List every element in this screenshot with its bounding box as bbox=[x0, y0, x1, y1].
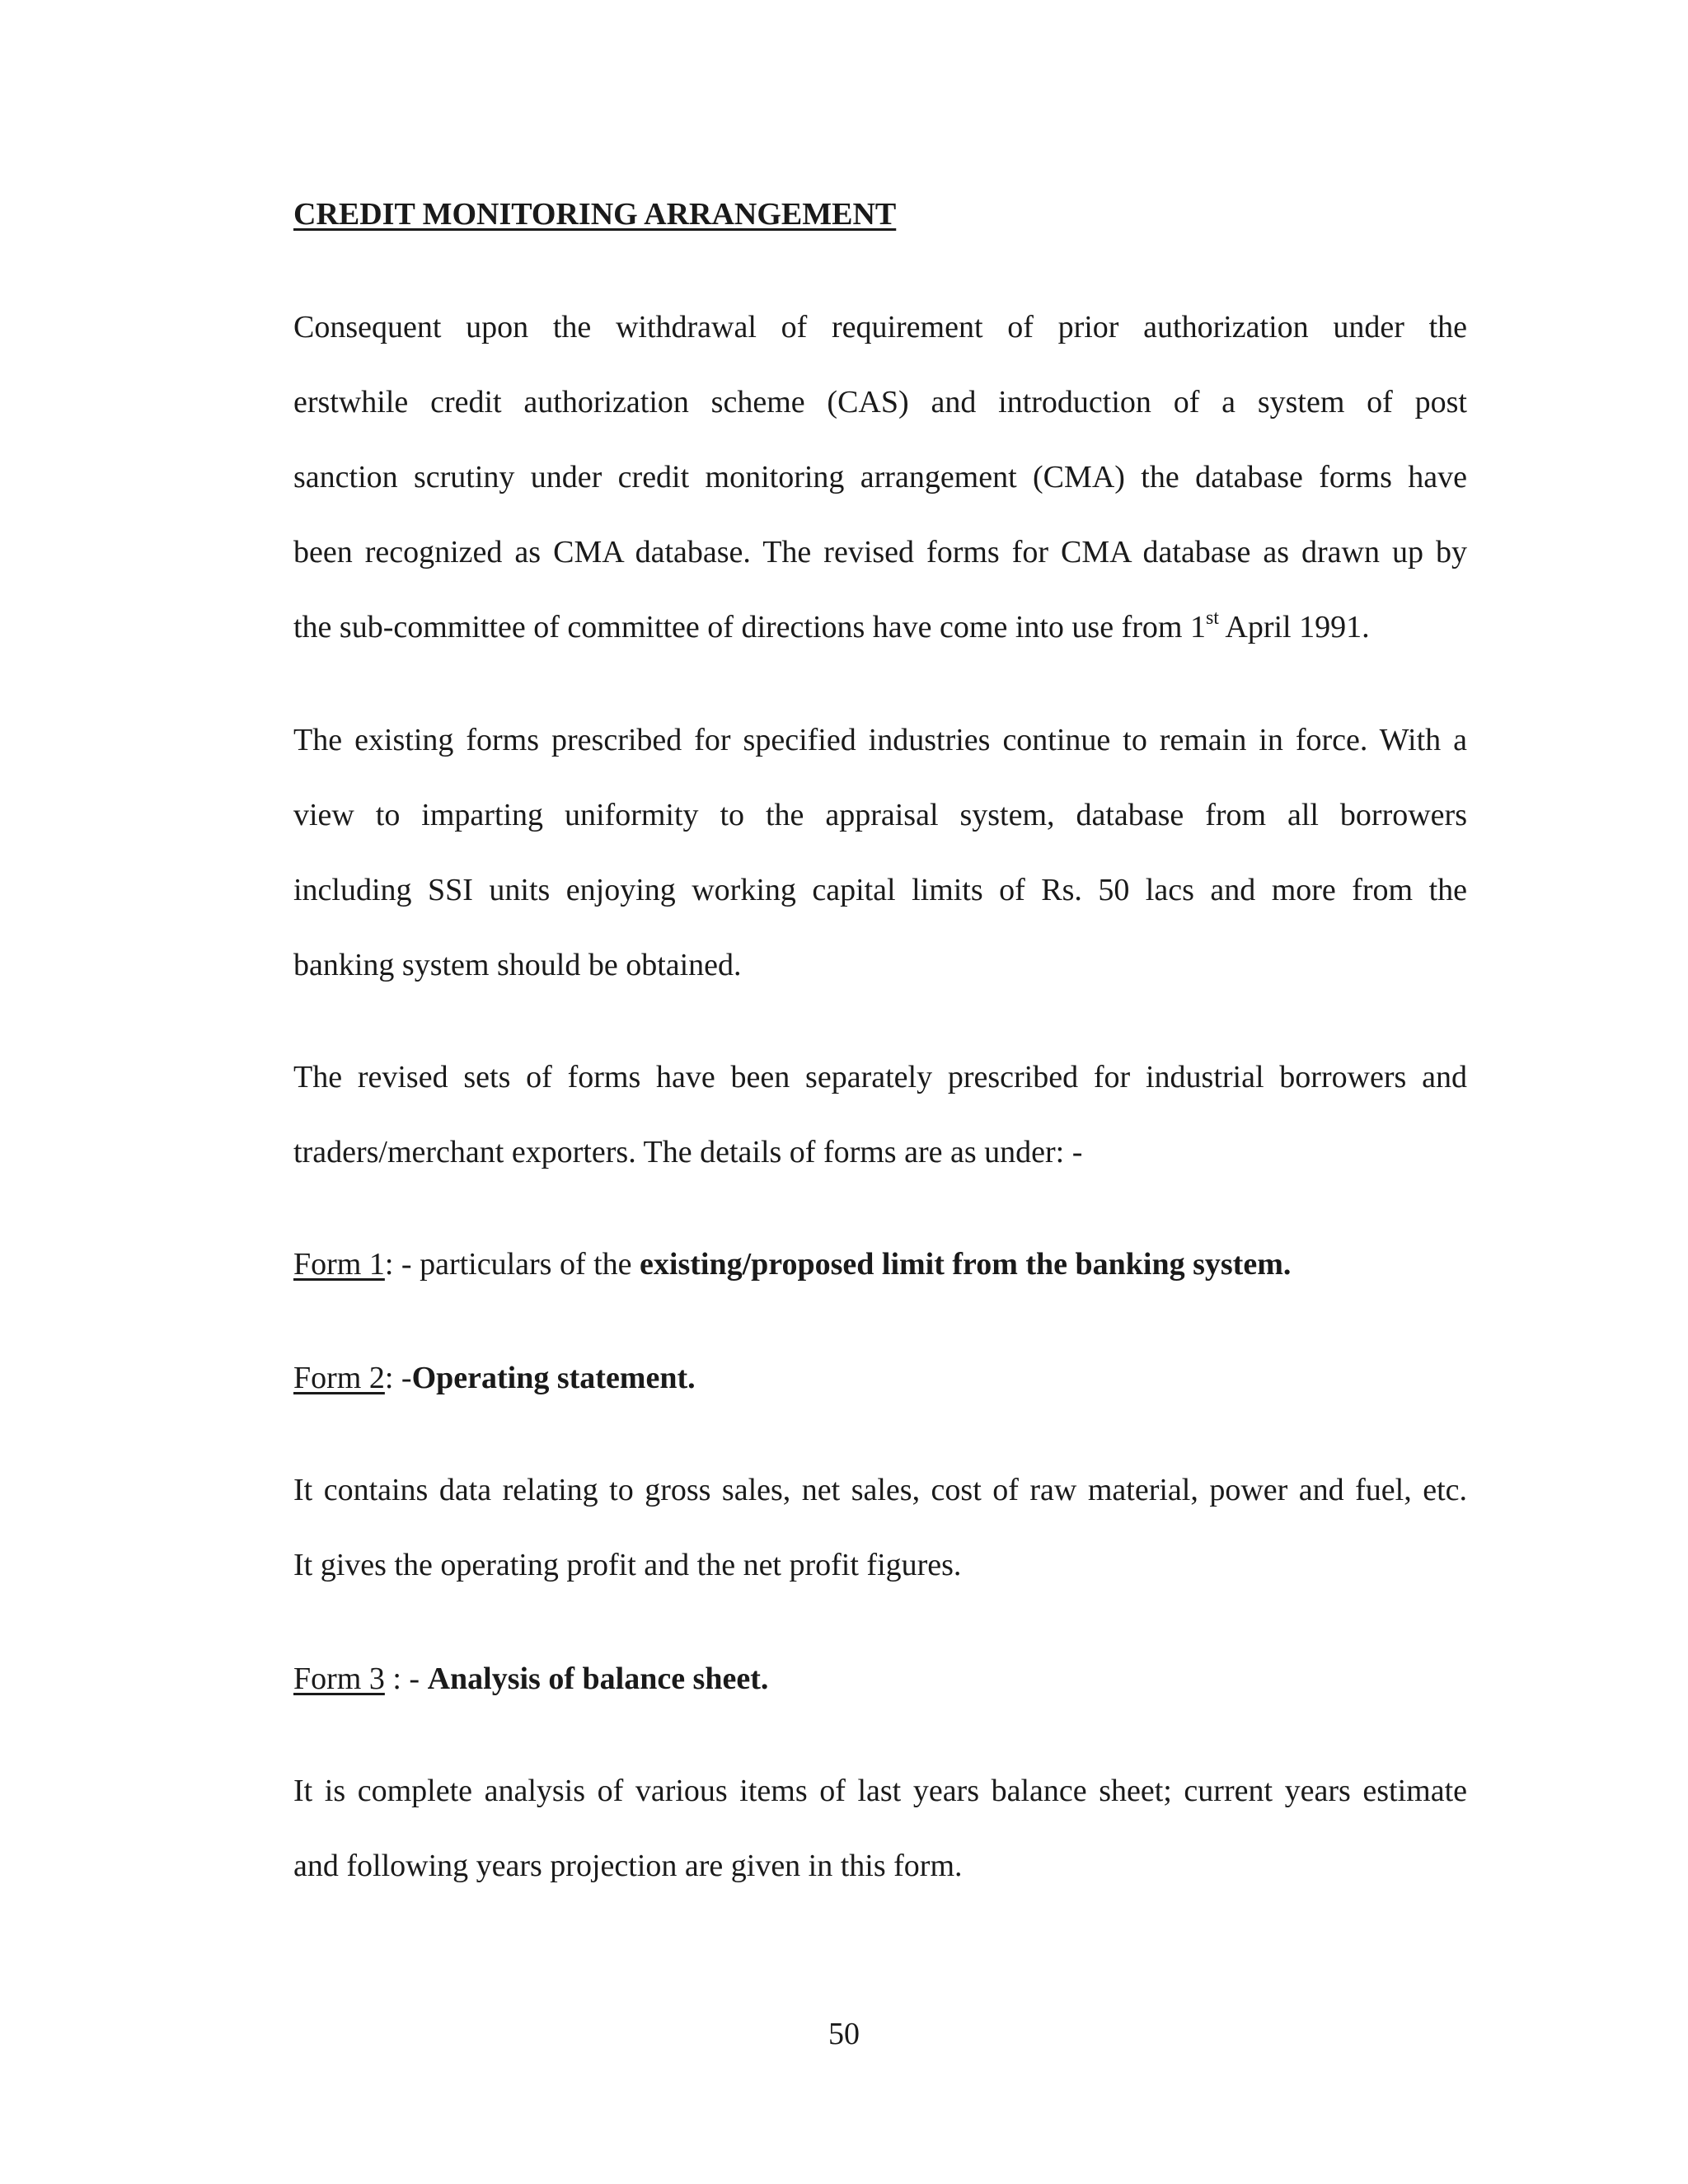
text-line: been recognized as CMA database. The revised forms for CMA database as drawn up by bbox=[293, 535, 1467, 569]
text-segment: April 1991. bbox=[1218, 610, 1370, 644]
form-title: Operating statement. bbox=[411, 1361, 696, 1395]
text-line: It contains data relating to gross sales, net sales, cost of raw material, power and fuel, etc. bbox=[293, 1473, 1467, 1507]
form-title: existing/proposed limit from the banking system. bbox=[640, 1247, 1292, 1282]
form-3-description bbox=[293, 1661, 768, 1697]
form-title: Analysis of balance sheet. bbox=[427, 1661, 769, 1696]
form-2-description bbox=[293, 1360, 696, 1396]
ordinal-suffix: st bbox=[1205, 607, 1219, 629]
form-1-description bbox=[293, 1246, 1291, 1282]
text-line: including SSI units enjoying working capital limits of Rs. 50 lacs and more from the bbox=[293, 873, 1467, 907]
form-separator: : - particulars of the bbox=[384, 1247, 640, 1282]
document-title: CREDIT MONITORING ARRANGEMENT bbox=[293, 197, 897, 232]
text-line bbox=[293, 590, 1467, 665]
text-line: and following years projection are given in this form. bbox=[293, 1849, 963, 1883]
text-line: Consequent upon the withdrawal of requirement of prior authorization under the bbox=[293, 310, 1467, 344]
paragraph-cas-withdrawal bbox=[293, 290, 1467, 665]
page-number: 50 bbox=[828, 2017, 860, 2051]
text-line: The revised sets of forms have been separately prescribed for industrial borrowers and bbox=[293, 1060, 1467, 1094]
paragraph-balance-sheet bbox=[293, 1754, 1467, 1904]
paragraph-operating-statement bbox=[293, 1453, 1467, 1603]
text-line: It gives the operating profit and the net profit figures. bbox=[293, 1548, 962, 1582]
text-line: sanction scrutiny under credit monitoring arrangement (CMA) the database forms have bbox=[293, 460, 1467, 494]
form-separator: : - bbox=[384, 1361, 412, 1395]
form-separator: : - bbox=[384, 1661, 428, 1696]
form-label: Form 3 bbox=[293, 1661, 385, 1696]
text-segment: the sub-committee of committee of directions have come into use from 1 bbox=[293, 610, 1206, 644]
text-line: traders/merchant exporters. The details of forms are as under: - bbox=[293, 1135, 1083, 1169]
form-label: Form 1 bbox=[293, 1247, 385, 1282]
text-line: erstwhile credit authorization scheme (CAS) and introduction of a system of post bbox=[293, 385, 1467, 419]
paragraph-existing-forms bbox=[293, 703, 1467, 1003]
paragraph-revised-sets bbox=[293, 1040, 1467, 1190]
text-line: It is complete analysis of various items of last years balance sheet; current years estimate bbox=[293, 1774, 1467, 1808]
text-line: view to imparting uniformity to the appraisal system, database from all borrowers bbox=[293, 798, 1467, 832]
text-line: The existing forms prescribed for specified industries continue to remain in force. With a bbox=[293, 723, 1467, 757]
text-line: banking system should be obtained. bbox=[293, 948, 742, 982]
form-label: Form 2 bbox=[293, 1361, 385, 1395]
